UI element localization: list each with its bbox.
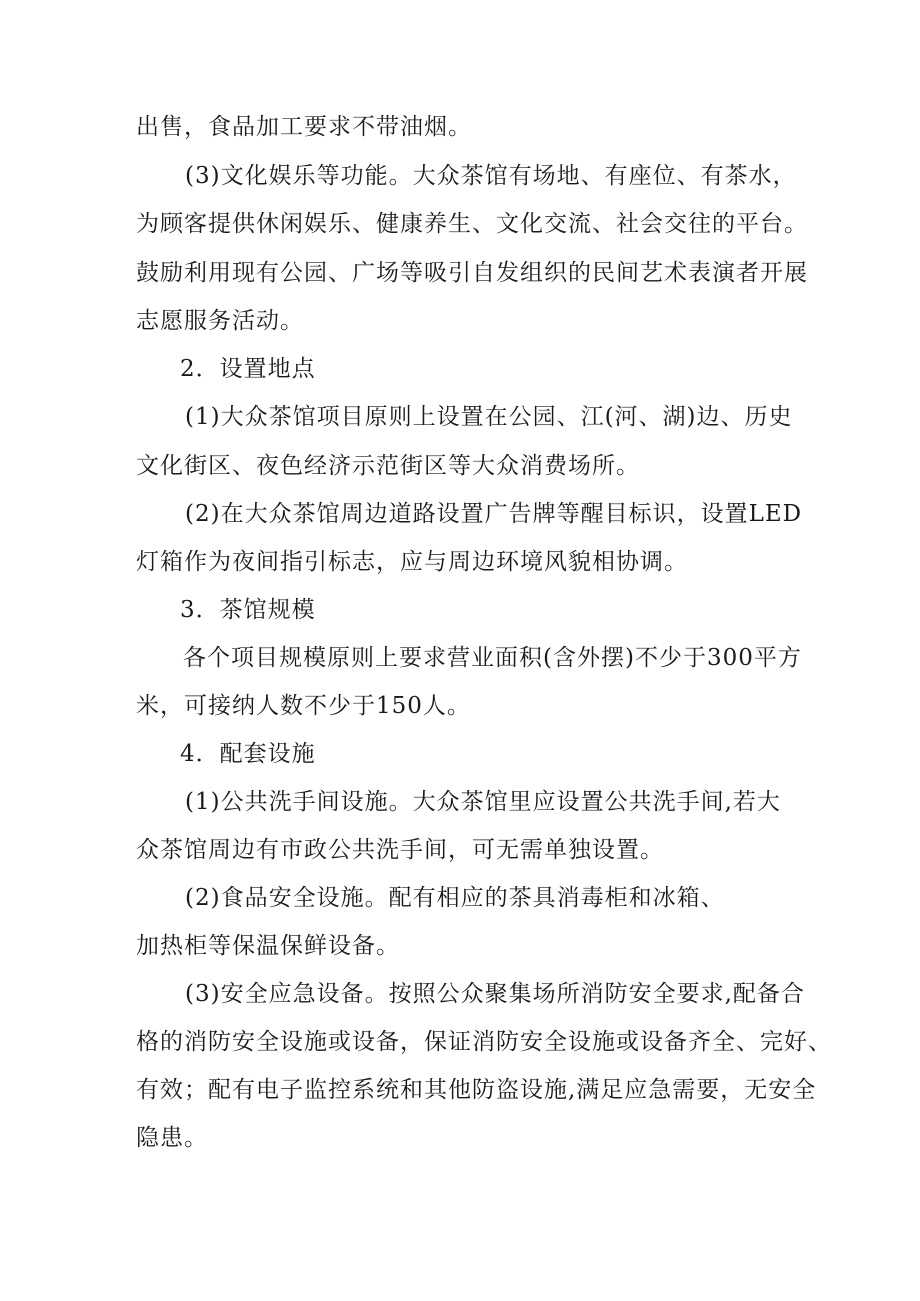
text-line: 文化街区、夜色经济示范街区等大众消费场所。 bbox=[136, 453, 640, 479]
text-line: 各个项目规模原则上要求营业面积(含外摆)不少于300平方 bbox=[183, 645, 802, 671]
text-line: 米，可接纳人数不少于150人。 bbox=[136, 693, 471, 719]
text-line: 出售，食品加工要求不带油烟。 bbox=[136, 114, 472, 140]
text-line: 有效；配有电子监控系统和其他防盗设施,满足应急需要，无安全 bbox=[136, 1077, 817, 1103]
text-line: (3)安全应急设备。按照公众聚集场所消防安全要求,配备合 bbox=[185, 981, 805, 1007]
text-line: 鼓励利用现有公园、广场等吸引自发组织的民间艺术表演者开展 bbox=[136, 260, 808, 286]
section-heading: 2．设置地点 bbox=[180, 356, 316, 382]
text-line: (2)在大众茶馆周边道路设置广告牌等醒目标识，设置LED bbox=[185, 501, 803, 527]
text-line: (1)公共洗手间设施。大众茶馆里应设置公共洗手间,若大 bbox=[185, 789, 781, 815]
text-line: 加热柜等保温保鲜设备。 bbox=[136, 933, 400, 959]
text-line: 隐患。 bbox=[136, 1125, 208, 1151]
section-heading: 3．茶馆规模 bbox=[180, 597, 316, 623]
text-line: 灯箱作为夜间指引标志，应与周边环境风貌相协调。 bbox=[136, 549, 688, 575]
text-line: 格的消防安全设施或设备，保证消防安全设施或设备齐全、完好、 bbox=[136, 1029, 832, 1055]
text-line: (1)大众茶馆项目原则上设置在公园、江(河、湖)边、历史 bbox=[185, 404, 793, 430]
text-line: (3)文化娱乐等功能。大众茶馆有场地、有座位、有茶水， bbox=[185, 163, 797, 189]
text-line: (2)食品安全设施。配有相应的茶具消毒柜和冰箱、 bbox=[185, 885, 725, 911]
text-line: 志愿服务活动。 bbox=[136, 308, 304, 334]
section-heading: 4．配套设施 bbox=[180, 741, 316, 767]
text-line: 为顾客提供休闲娱乐、健康养生、文化交流、社会交往的平台。 bbox=[136, 211, 808, 237]
text-line: 众茶馆周边有市政公共洗手间，可无需单独设置。 bbox=[136, 837, 664, 863]
